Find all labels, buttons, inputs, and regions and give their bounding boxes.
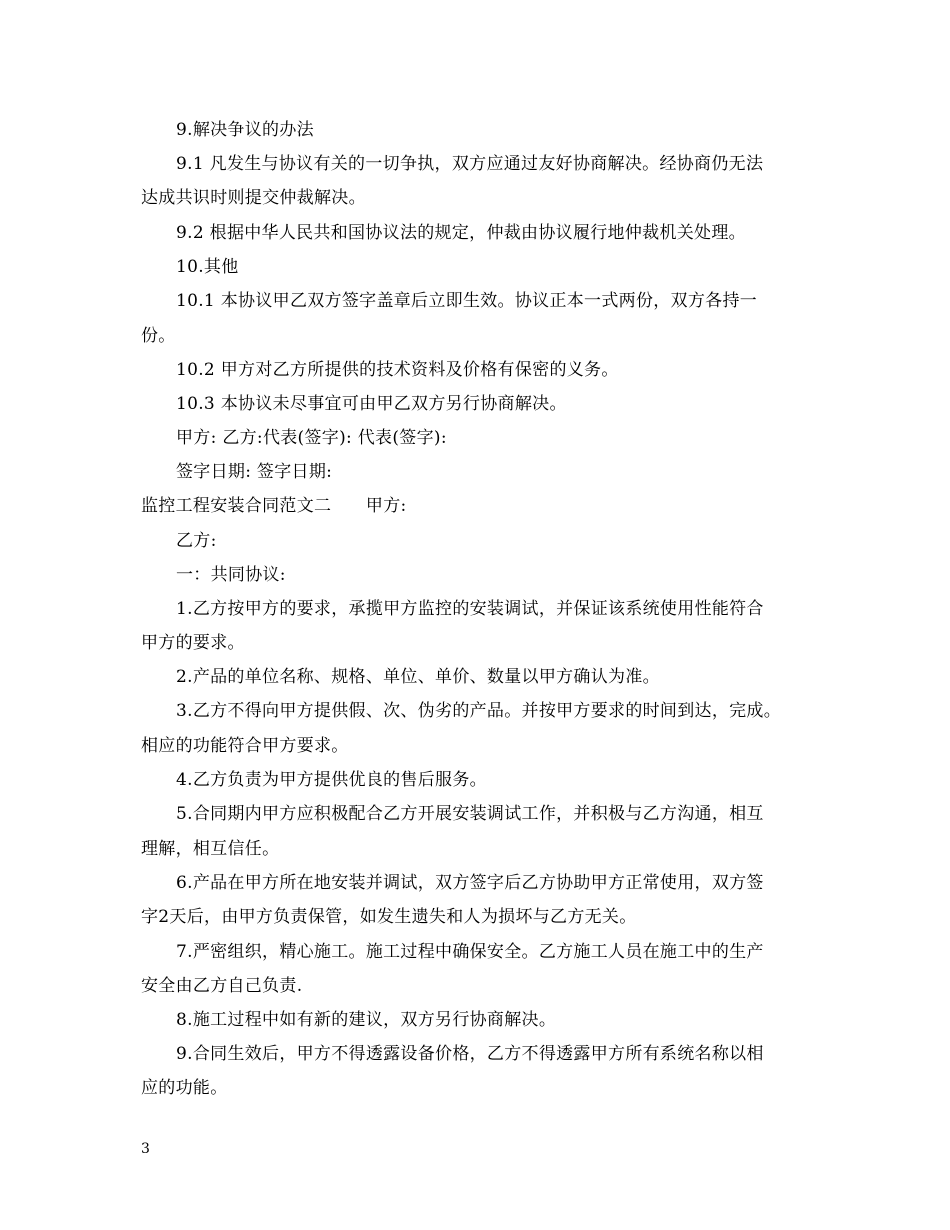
agreement-item-6-continued: 字2天后，由甲方负责保管，如发生遗失和人为损坏与乙方无关。 <box>141 907 637 927</box>
common-agreement-heading: 一：共同协议: <box>176 565 286 585</box>
party-b-line: 乙方: <box>176 531 217 551</box>
agreement-item-4: 4.乙方负责为甲方提供优良的售后服务。 <box>176 770 487 790</box>
agreement-item-7: 7.严密组织，精心施工。施工过程中确保安全。乙方施工人员在施工中的生产 <box>176 942 764 962</box>
agreement-item-5: 5.合同期内甲方应积极配合乙方开展安装调试工作，并积极与乙方沟通，相互 <box>176 804 764 824</box>
signature-line: 甲方: 乙方:代表(签字): 代表(签字): <box>176 428 447 448</box>
clause-9-2: 9.2 根据中华人民共和国协议法的规定，仲裁由协议履行地仲裁机关处理。 <box>176 223 746 243</box>
clause-10-1: 10.1 本协议甲乙双方签字盖章后立即生效。协议正本一式两份，双方各持一 <box>176 291 758 311</box>
clause-9-1: 9.1 凡发生与协议有关的一切争执，双方应通过友好协商解决。经协商仍无法 <box>176 154 764 174</box>
signature-date-line: 签字日期: 签字日期: <box>176 462 333 482</box>
agreement-item-3: 3.乙方不得向甲方提供假、次、伪劣的产品。并按甲方要求的时间到达，完成。 <box>176 701 782 721</box>
agreement-item-1-continued: 甲方的要求。 <box>141 633 245 653</box>
agreement-item-5-continued: 理解，相互信任。 <box>141 839 280 859</box>
clause-9-1-continued: 达成共识时则提交仲裁解决。 <box>141 188 366 208</box>
agreement-item-1: 1.乙方按甲方的要求，承揽甲方监控的安装调试，并保证该系统使用性能符合 <box>176 599 764 619</box>
agreement-item-3-continued: 相应的功能符合甲方要求。 <box>141 736 349 756</box>
agreement-item-9-continued: 应的功能。 <box>141 1078 228 1098</box>
clause-10-1-continued: 份。 <box>141 326 176 346</box>
agreement-item-7-continued: 安全由乙方自己负责. <box>141 976 303 996</box>
agreement-item-8: 8.施工过程中如有新的建议，双方另行协商解决。 <box>176 1010 557 1030</box>
page-number: 3 <box>141 1141 150 1157</box>
second-contract-title: 监控工程安装合同范文二 甲方: <box>141 496 407 516</box>
section-9-heading: 9.解决争议的办法 <box>176 120 314 140</box>
clause-10-2: 10.2 甲方对乙方所提供的技术资料及价格有保密的义务。 <box>176 360 619 380</box>
section-10-heading: 10.其他 <box>176 257 239 277</box>
clause-10-3: 10.3 本协议未尽事宜可由甲乙双方另行协商解决。 <box>176 394 567 414</box>
agreement-item-6: 6.产品在甲方所在地安装并调试，双方签字后乙方协助甲方正常使用，双方签 <box>176 873 764 893</box>
agreement-item-2: 2.产品的单位名称、规格、单位、单价、数量以甲方确认为准。 <box>176 667 660 687</box>
agreement-item-9: 9.合同生效后，甲方不得透露设备价格，乙方不得透露甲方所有系统名称以相 <box>176 1044 764 1064</box>
